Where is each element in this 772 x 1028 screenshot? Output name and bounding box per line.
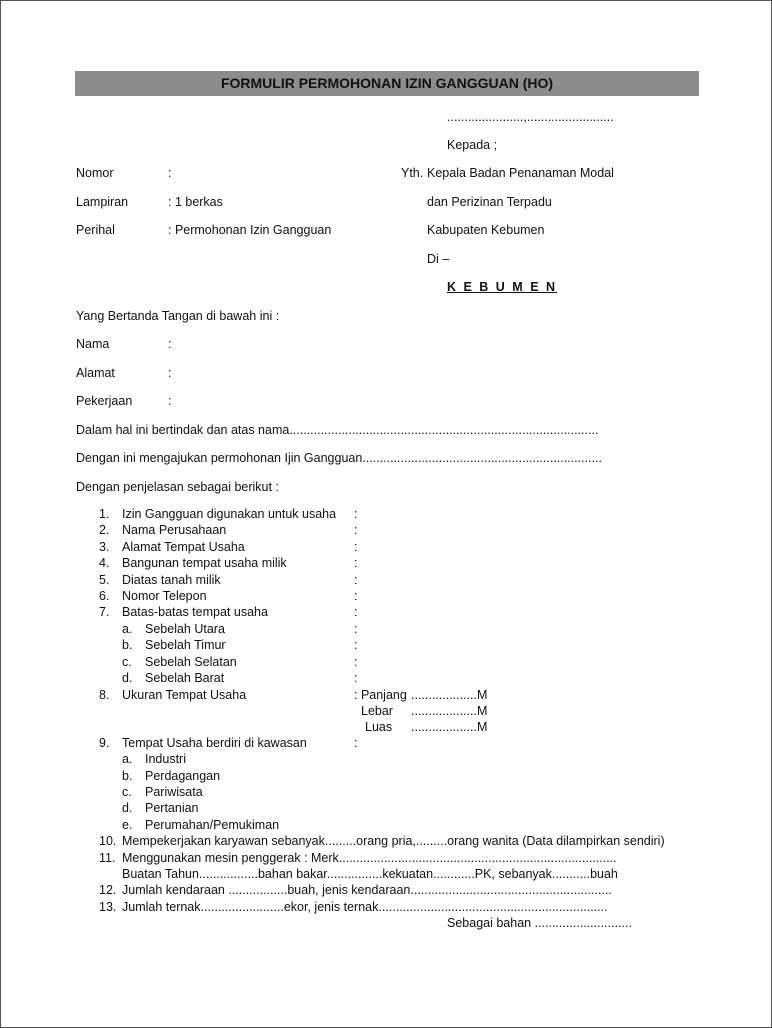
border-letter: d. xyxy=(122,671,133,685)
item-number: 9. xyxy=(99,736,110,750)
dim-panjang-value: ...................M xyxy=(411,688,488,702)
item-text: Bangunan tempat usaha milik xyxy=(122,556,287,570)
border-letter: b. xyxy=(122,638,133,652)
item-text: Nomor Telepon xyxy=(122,589,207,603)
zone-text: Pariwisata xyxy=(145,785,203,799)
border-text: Sebelah Selatan xyxy=(145,655,237,669)
item-text: Mempekerjakan karyawan sebanyak.........orang pria,.........orang wanita (Data dilampirkan sendiri) xyxy=(122,834,665,848)
item-colon: : xyxy=(354,523,358,537)
item-number: 6. xyxy=(99,589,110,603)
pekerjaan-label: Pekerjaan xyxy=(76,394,133,408)
item-text: Tempat Usaha berdiri di kawasan xyxy=(122,736,307,750)
nomor-label: Nomor xyxy=(76,166,114,180)
border-colon: : xyxy=(354,671,358,685)
nama-value: : xyxy=(168,337,172,351)
border-text: Sebelah Utara xyxy=(145,622,225,636)
item-text: Diatas tanah milik xyxy=(122,573,221,587)
item-colon: : xyxy=(354,736,358,750)
item-number: 11. xyxy=(99,851,116,865)
border-colon: : xyxy=(354,638,358,652)
item-text: Nama Perusahaan xyxy=(122,523,227,537)
lampiran-label: Lampiran xyxy=(76,195,129,209)
item-text: Izin Gangguan digunakan untuk usaha xyxy=(122,507,337,521)
zone-text: Pertanian xyxy=(145,801,199,815)
zone-text: Industri xyxy=(145,752,186,766)
item-colon: : xyxy=(354,540,358,554)
statement-explanation: Dengan penjelasan sebagai berikut : xyxy=(76,480,279,494)
item-colon: : xyxy=(354,556,358,570)
item-colon: : xyxy=(354,507,358,521)
item-colon: : xyxy=(354,605,358,619)
item-text: Batas-batas tempat usaha xyxy=(122,605,268,619)
recipient-line2: dan Perizinan Terpadu xyxy=(427,195,552,209)
item-text: Ukuran Tempat Usaha xyxy=(122,688,247,702)
statement-acting: Dalam hal ini bertindak dan atas nama......................................................................................... xyxy=(76,423,599,437)
zone-letter: c. xyxy=(122,785,132,799)
zone-letter: a. xyxy=(122,752,133,766)
dim-luas-label: Luas xyxy=(365,720,393,734)
border-colon: : xyxy=(354,622,358,636)
item-number: 4. xyxy=(99,556,110,570)
recipient-line1: Kepala Badan Penanaman Modal xyxy=(427,166,614,180)
item-number: 7. xyxy=(99,605,110,619)
recipient-line4: Di – xyxy=(427,252,450,266)
recipient-city: K E B U M E N xyxy=(447,280,558,294)
zone-letter: e. xyxy=(122,818,133,832)
dim-lebar-label: Lebar xyxy=(361,704,393,718)
item-text: Menggunakan mesin penggerak : Merk................................................................................ xyxy=(122,851,617,865)
dim-panjang-label: : Panjang xyxy=(354,688,407,702)
item-text: Alamat Tempat Usaha xyxy=(122,540,245,554)
item-text: Jumlah ternak........................ekor, jenis ternak.................................................................. xyxy=(122,900,608,914)
dim-lebar-value: ...................M xyxy=(411,704,488,718)
lampiran-value: : 1 berkas xyxy=(168,195,223,209)
perihal-label: Perihal xyxy=(76,223,115,237)
alamat-label: Alamat xyxy=(76,366,115,380)
statement-request: Dengan ini mengajukan permohonan Ijin Gangguan..................................................................... xyxy=(76,451,602,465)
date-line: ......................,......................... xyxy=(447,110,614,124)
recipient-line3: Kabupaten Kebumen xyxy=(427,223,545,237)
zone-letter: b. xyxy=(122,769,133,783)
item-colon: : xyxy=(354,589,358,603)
item-number: 13. xyxy=(99,900,117,914)
perihal-value: : Permohonan Izin Gangguan xyxy=(168,223,332,237)
intro-text: Yang Bertanda Tangan di bawah ini : xyxy=(76,309,280,323)
footer-text: Sebagai bahan ............................ xyxy=(447,916,632,930)
item-number: 12. xyxy=(99,883,117,897)
item-colon: : xyxy=(354,573,358,587)
zone-letter: d. xyxy=(122,801,133,815)
pekerjaan-value: : xyxy=(168,394,172,408)
recipient-kepada: Kepada ; xyxy=(447,138,498,152)
zone-text: Perumahan/Pemukiman xyxy=(145,818,280,832)
nomor-value: : xyxy=(168,166,172,180)
alamat-value: : xyxy=(168,366,172,380)
nama-label: Nama xyxy=(76,337,110,351)
item-number: 2. xyxy=(99,523,110,537)
item-text-continued: Buatan Tahun.................bahan bakar................kekuatan............PK, sebanyak...........buah xyxy=(122,867,618,881)
zone-text: Perdagangan xyxy=(145,769,221,783)
border-letter: a. xyxy=(122,622,133,636)
border-text: Sebelah Barat xyxy=(145,671,225,685)
item-number: 5. xyxy=(99,573,110,587)
item-number: 1. xyxy=(99,507,110,521)
item-number: 8. xyxy=(99,688,110,702)
item-number: 10. xyxy=(99,834,117,848)
item-text: Jumlah kendaraan .................buah, jenis kendaraan.......................................................... xyxy=(122,883,612,897)
recipient-yth: Yth. xyxy=(401,166,424,180)
border-colon: : xyxy=(354,655,358,669)
form-title: FORMULIR PERMOHONAN IZIN GANGGUAN (HO) xyxy=(75,71,699,96)
dim-luas-value: ...................M xyxy=(411,720,488,734)
border-text: Sebelah Timur xyxy=(145,638,226,652)
border-letter: c. xyxy=(122,655,132,669)
item-number: 3. xyxy=(99,540,110,554)
